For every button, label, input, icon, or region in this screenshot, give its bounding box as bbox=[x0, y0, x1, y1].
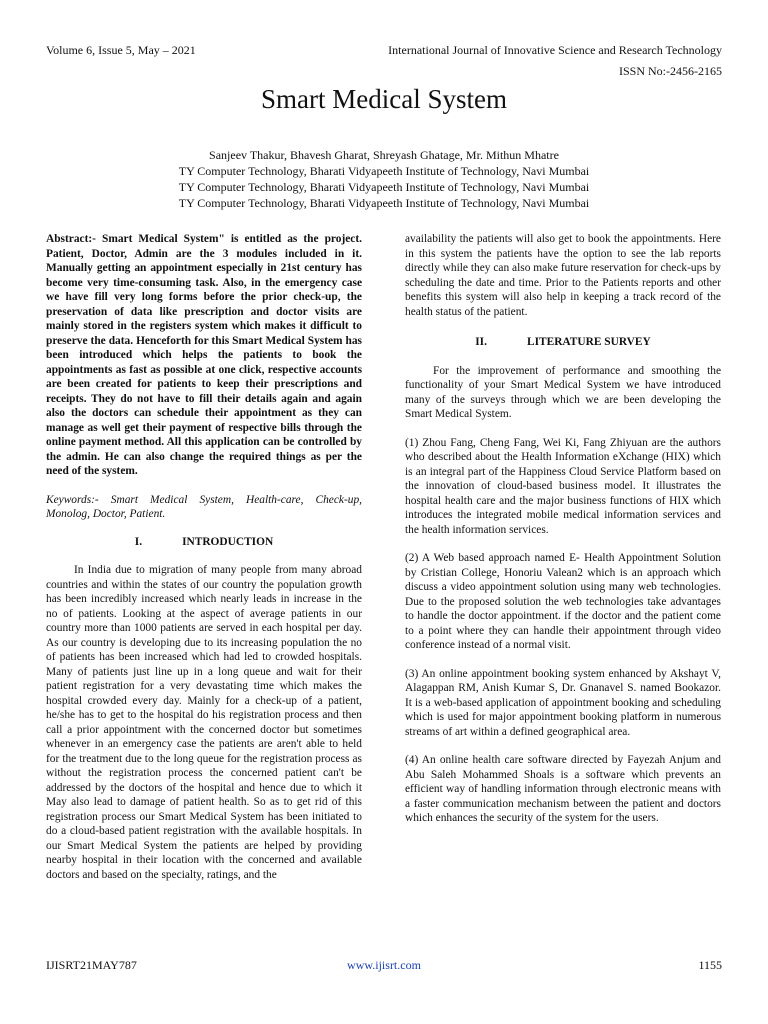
right-column bbox=[405, 232, 721, 826]
section-title: LITERATURE SURVEY bbox=[526, 336, 651, 348]
intro-continuation: availability the patients will also get to book the appointments. Here in this system the patients have the option to see the lab reports directly while they can also make future reservation for check-ups by scheduling the date and time. Prior to the Patients reports and other benefits this system will also help in keeping a track record of the health status of the patient. bbox=[405, 233, 721, 318]
author-names: Sanjeev Thakur, Bhavesh Gharat, Shreyash Ghatage, Mr. Mithun Mhatre bbox=[209, 148, 559, 162]
keywords-text: :- Smart Medical System, Health-care, Check-up, Monolog, Doctor, Patient. bbox=[46, 493, 362, 520]
section-number: II. bbox=[475, 336, 487, 348]
paper-id: IJISRT21MAY787 bbox=[46, 958, 137, 972]
section-heading-literature-survey bbox=[405, 335, 721, 350]
survey-item-2: (2) A Web based approach named E- Health Appointment Solution by Cristian College, Honoriu Valean2 which is an approach which discuss a video appointment solution using many web technologies. Due to the proposed solution the web technologies take advantages to handle the doctor appointment. if the doctor and the patient come to a point where they can handle their appointment through video conference instead of a normal visit. bbox=[405, 552, 721, 651]
intro-paragraph: In India due to migration of many people from many abroad countries and within the states of our country the population growth has been incredibly increased which nearly leads in increase in the no of patients. Looking at the aspect of average patients in our country more than 1000 patients are served in each hospital per day. As our country is developing due to its increasing population the no of patients has been increased which had led to crowded hospitals. Many of patients just line up in a long queue and wait for their patient registration for a very devastating time which makes the hospital crowded every day. Mainly for a check-up of a patient, he/she has to get to the hospital do his registration process and then call a prior appointment with the concerned doctor but sometimes whenever in an emergency case the patients are aren't able to held for the treatment due to the long queue for the registration process as without the registration process the concerned patient can't be addressed by the doctors of the hospital and hence due to which it May also lead to damage of patient health. So as to get rid of this registration process our Smart Medical System has been initiated to do a cloud-based patient registration with the available hospitals. In our Smart Medical System the patients are helped by providing nearby hospital in their location with the concerned and available doctors and based on the specialty, ratings, and the bbox=[46, 564, 362, 881]
abstract: Abstract:- Smart Medical System" is entitled as the project. Patient, Doctor, Admin are the 3 modules included in it. Manually getting an appointment especially in 21st century has become very time-consuming task. Also, in the emergency case we have fill very long forms before the prior check-up, the preservation of data like prescription and doctor visits are mainly stored in the registers system which makes it difficult to preserve the data. Henceforth for this Smart Medical System has been introduced which helps the patients to book the appointments as fast as possible at one click, respective accounts are been created for patients to keep their prescriptions and receipts. They do not have to fill their details again and again also the doctors can schedule their appointment as they can manage as well get their payment of respective bills through the online payment method. All this application can be controlled by the admin. He can also change the required things as per the need of the system. bbox=[46, 233, 362, 477]
paper-title: Smart Medical System bbox=[261, 84, 507, 114]
issn: ISSN No:-2456-2165 bbox=[618, 64, 722, 78]
author-block bbox=[0, 147, 768, 211]
survey-item-1: (1) Zhou Fang, Cheng Fang, Wei Ki, Fang Zhiyuan are the authors who described about the Health Information eXchange (HIX) which is an integral part of the Happiness Cloud Service Platform based on the innovation of cloud-based business model. It illustrates the hospital health care and the major business functions of HIX which introduces the integrated mobile medical information services and the health information services. bbox=[405, 436, 721, 536]
affiliation: TY Computer Technology, Bharati Vidyapeeth Institute of Technology, Navi Mumbai bbox=[178, 180, 590, 194]
survey-intro-paragraph: For the improvement of performance and smoothing the functionality of your Smart Medical System we have introduced many of the surveys through which we are been developing the Smart Medical System. bbox=[405, 364, 721, 420]
keywords-label: Keywords bbox=[46, 493, 92, 506]
affiliation: TY Computer Technology, Bharati Vidyapeeth Institute of Technology, Navi Mumbai bbox=[178, 196, 590, 210]
keywords bbox=[46, 493, 362, 522]
left-column bbox=[46, 232, 362, 882]
journal-name: International Journal of Innovative Science and Research Technology bbox=[388, 43, 722, 57]
section-number: I. bbox=[134, 535, 143, 548]
survey-item-3: (3) An online appointment booking system enhanced by Akshayt V, Alagappan RM, Anish Kumar S, Dr. Gnanavel S. named Bookazor. It is a web-based application of appointment booking and scheduling which is used for major appointment booking platform in numerous streams of art within a defined geographical area. bbox=[405, 667, 721, 738]
page-number: 1155 bbox=[698, 958, 722, 972]
affiliation: TY Computer Technology, Bharati Vidyapeeth Institute of Technology, Navi Mumbai bbox=[178, 164, 590, 178]
journal-url-link[interactable]: www.ijisrt.com bbox=[347, 958, 421, 972]
volume-info: Volume 6, Issue 5, May – 2021 bbox=[46, 43, 196, 57]
section-title: INTRODUCTION bbox=[182, 535, 274, 548]
section-heading-introduction bbox=[46, 535, 362, 550]
survey-item-4: (4) An online health care software directed by Fayezah Anjum and Abu Saleh Mohammed Shoals is a software which prevents an efficient way of handling information through electronic means with a faster communication mechanism between the patient and doctors which enhances the security of the system for the users. bbox=[405, 754, 721, 824]
